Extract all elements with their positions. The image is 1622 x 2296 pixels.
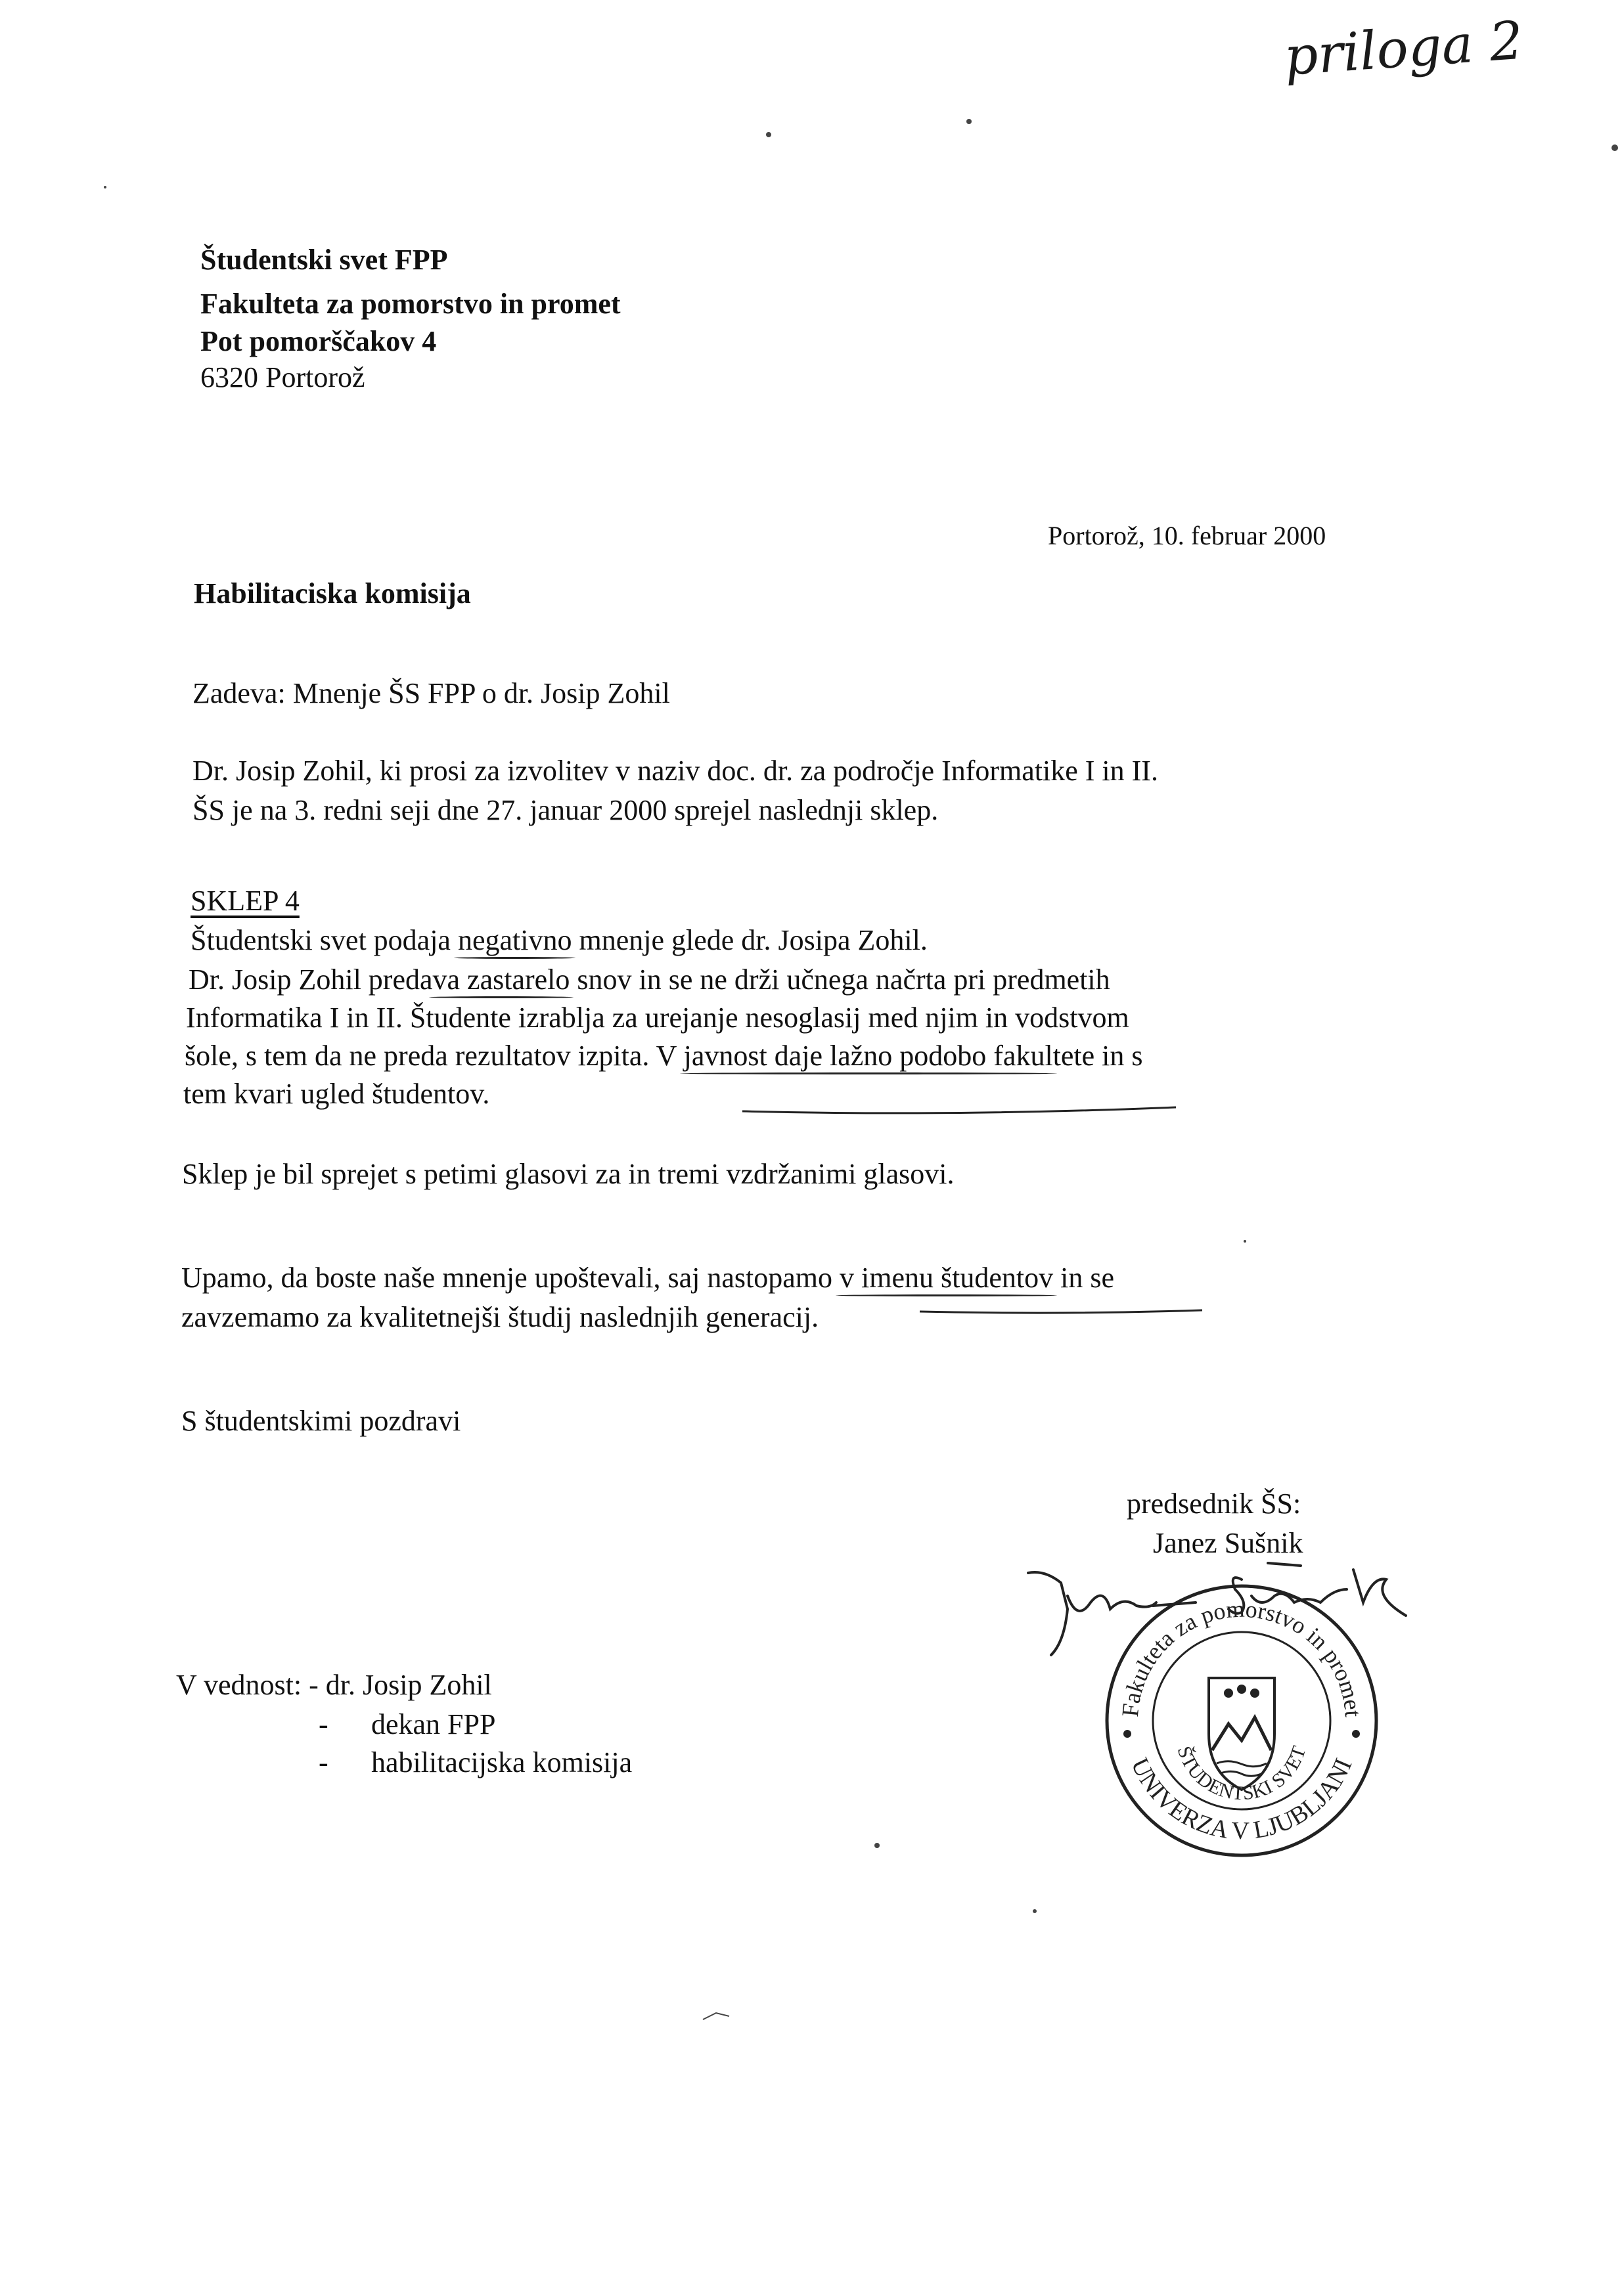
underlined-fragment: javnost daje lažno podobo fakul: [683, 1040, 1053, 1072]
cc-dash: -: [319, 1746, 328, 1778]
cc-dash: -: [319, 1708, 328, 1740]
text-fragment: Dr. Josip Zohil preda: [189, 963, 433, 996]
sender-name: Študentski svet FPP: [200, 244, 448, 276]
cc-item: - dr. Josip Zohil: [309, 1669, 492, 1701]
cc-item: dekan FPP: [371, 1708, 496, 1740]
sender-faculty: Fakulteta za pomorstvo in promet: [200, 288, 621, 320]
underlined-fragment: va zastarelo: [432, 963, 570, 996]
hand-underline: [742, 1107, 1176, 1113]
coat-of-arms-icon: [1209, 1678, 1274, 1790]
text-fragment: snov in se ne drži učnega načrta pri predmetih: [570, 963, 1110, 996]
text-fragment: in se: [1053, 1262, 1114, 1294]
greeting: S študentskimi pozdravi: [181, 1405, 461, 1437]
hand-underline: [920, 1310, 1202, 1313]
intro-line-1: Dr. Josip Zohil, ki prosi za izvolitev v naziv doc. dr. za področje Informatike I in II.: [192, 755, 1158, 787]
text-fragment: tete in s: [1052, 1040, 1143, 1072]
text-fragment: Študentski svet podaja: [191, 924, 458, 956]
underlined-fragment: negativno: [457, 924, 572, 956]
stamp-inner-text: ŠTUDENTSKI SVET: [1173, 1743, 1311, 1805]
resolution-heading: SKLEP 4: [191, 885, 300, 917]
sender-street: Pot pomorščakov 4: [200, 325, 437, 357]
closing-line-2: zavzemamo za kvalitetnejši študij naslednjih generacij.: [181, 1301, 819, 1333]
intro-line-2: ŠS je na 3. redni seji dne 27. januar 2000 sprejel naslednji sklep.: [192, 794, 939, 826]
text-fragment: mnenje glede dr. Josipa Zohil.: [572, 924, 928, 956]
resolution-line-5: tem kvari ugled študentov.: [183, 1078, 490, 1110]
place-date: Portorož, 10. februar 2000: [1048, 521, 1326, 550]
signatory-name: Janez Sušnik: [1153, 1527, 1303, 1559]
stamp-outer-top-text: Fakulteta za pomorstvo in promet: [1116, 1595, 1366, 1718]
handwritten-annotation: priloga 2: [1282, 9, 1525, 87]
signatory-role: predsednik ŠS:: [1127, 1488, 1301, 1520]
cc-label: V vednost:: [176, 1669, 302, 1701]
text-fragment: Upamo, da boste naše mnenje upoštevali, saj nastopamo: [181, 1262, 840, 1294]
vote-result: Sklep je bil sprejet s petimi glasovi za in tremi vzdržanimi glasovi.: [182, 1158, 955, 1190]
recipient: Habilitaciska komisija: [194, 577, 471, 609]
text-fragment: šole, s tem da ne preda rezultatov izpita. V: [185, 1040, 684, 1072]
official-stamp: [1107, 1586, 1376, 1855]
resolution-line-3: Informatika I in II. Študente izrablja za urejanje nesoglasij med njim in vodstvom: [186, 1002, 1129, 1034]
scan-specks: [104, 119, 1618, 2020]
cc-item: habilitacijska komisija: [371, 1746, 633, 1778]
subject-line: Zadeva: Mnenje ŠS FPP o dr. Josip Zohil: [192, 677, 670, 709]
stamp-outer-bottom-text: UNIVERZA V LJUBLJANI: [1125, 1754, 1358, 1845]
sender-city: 6320 Portorož: [200, 361, 365, 393]
underlined-fragment: v imenu študentov: [840, 1262, 1054, 1294]
